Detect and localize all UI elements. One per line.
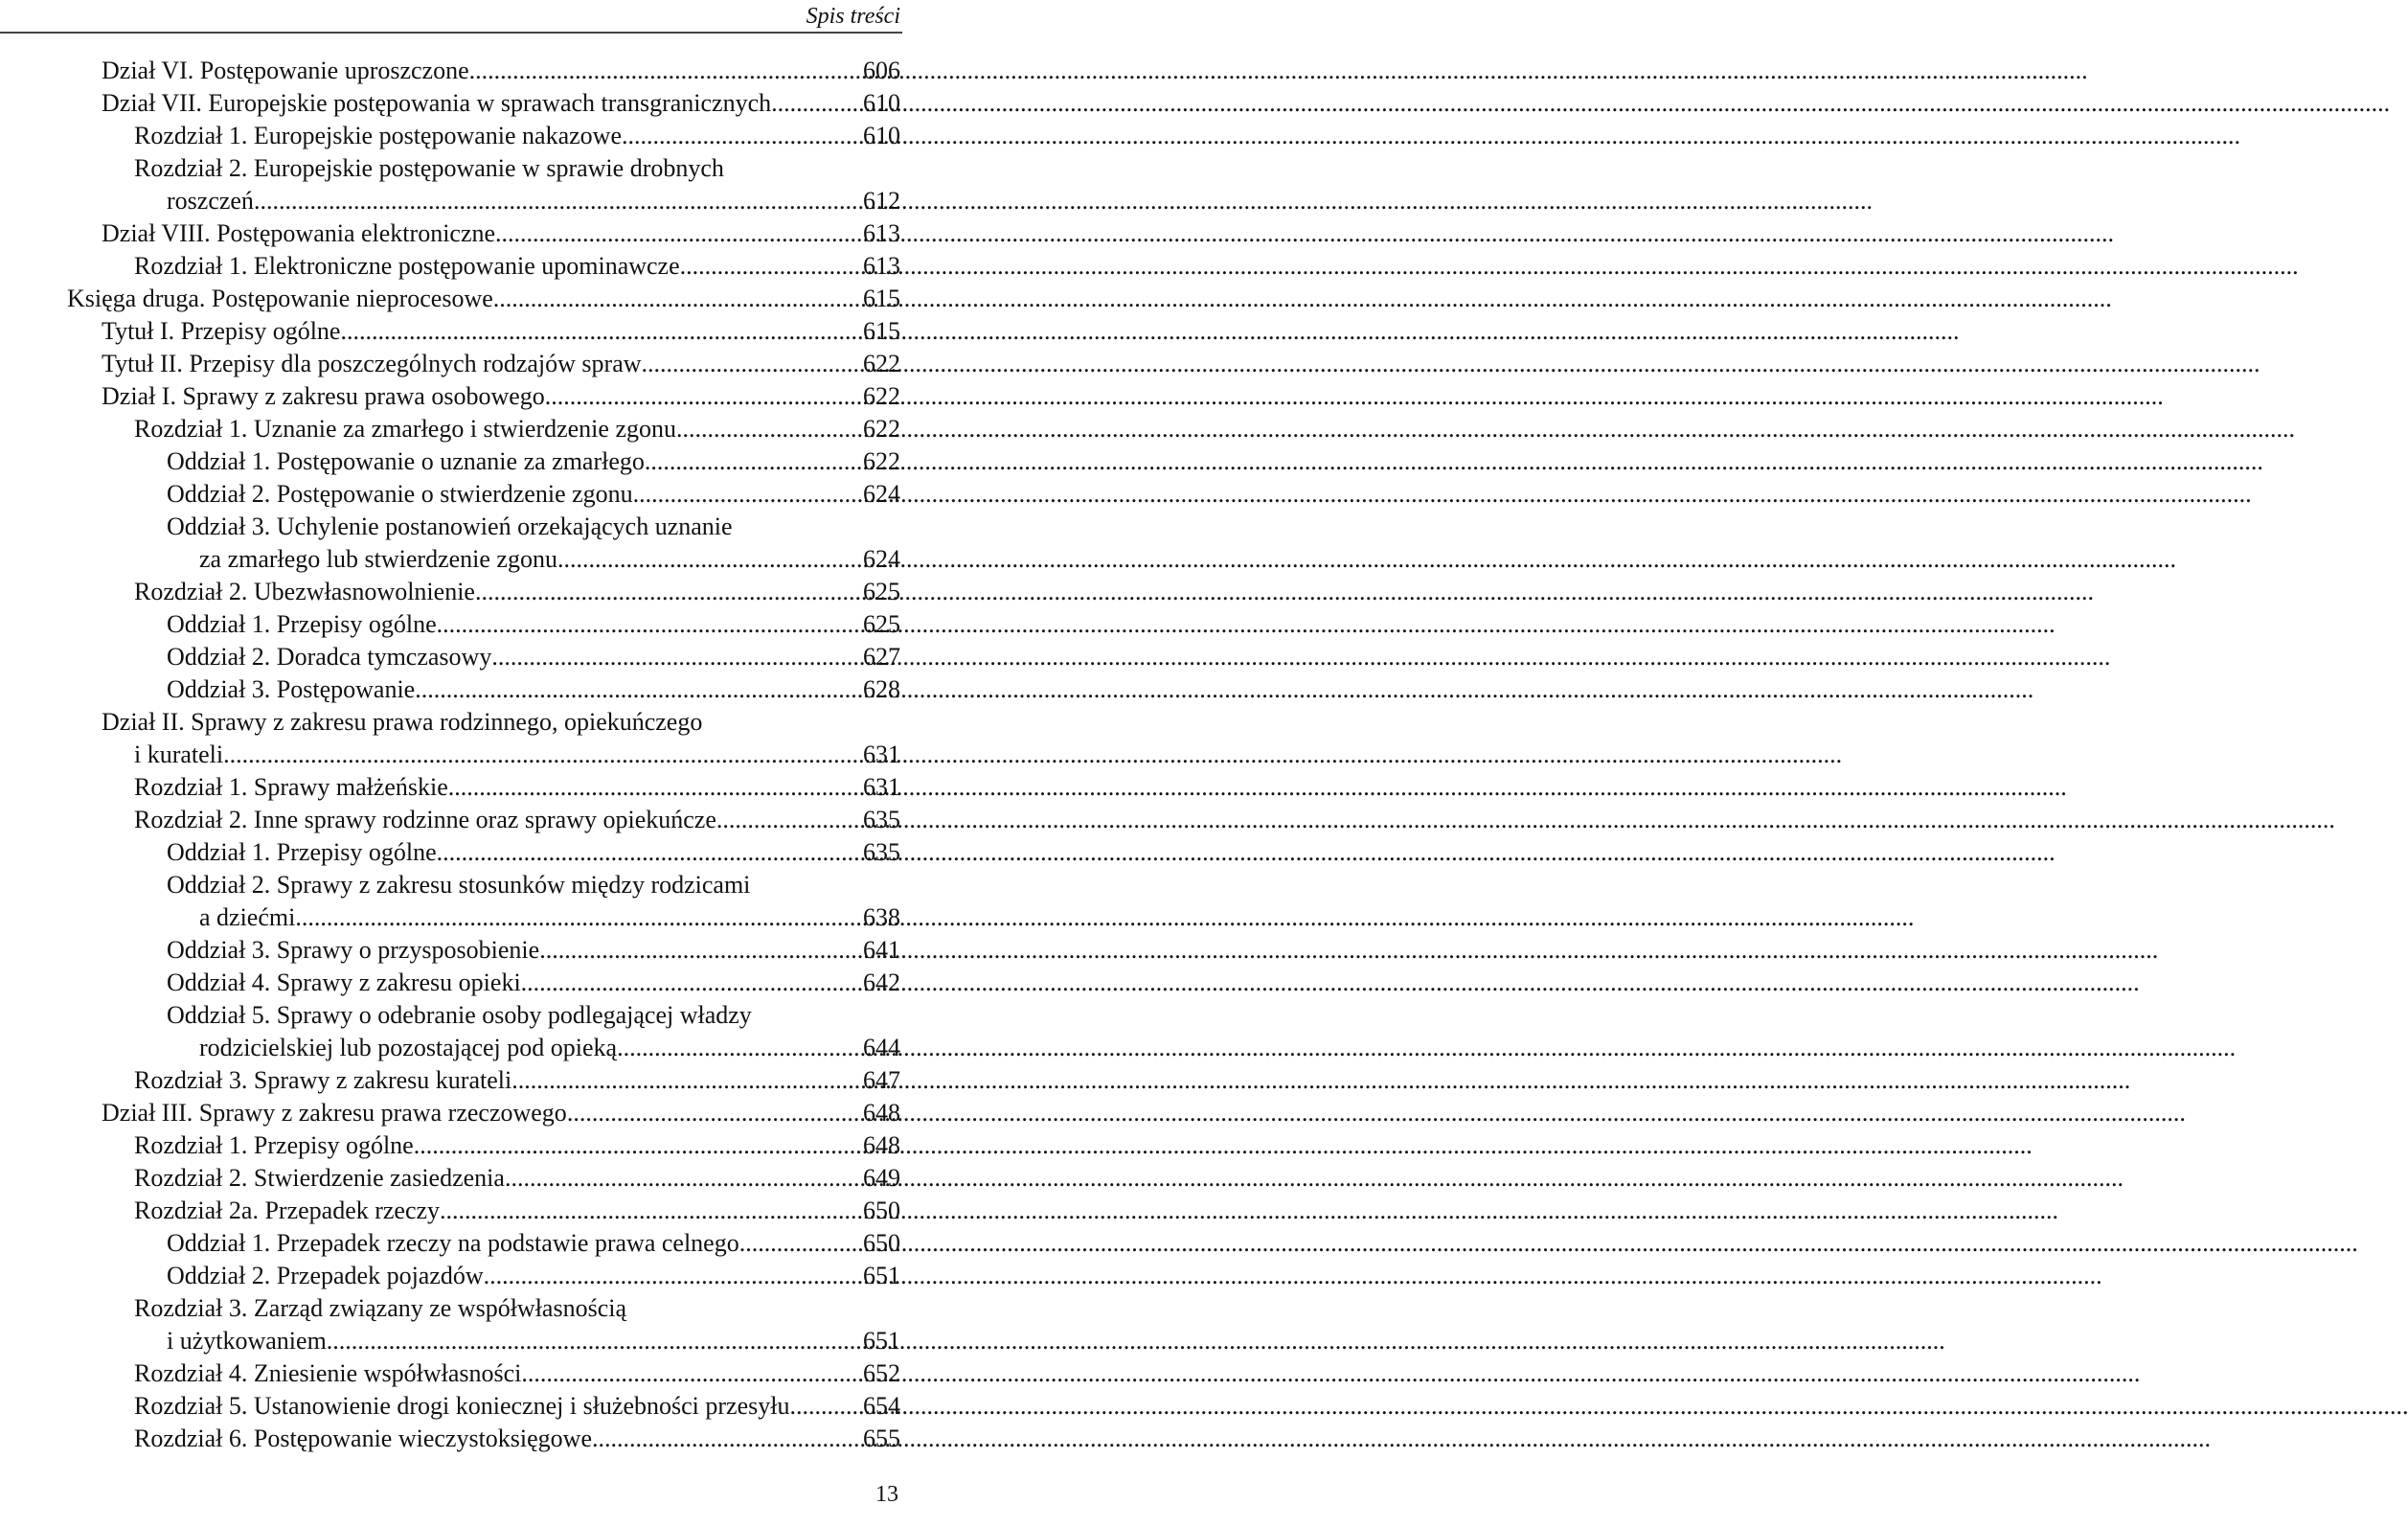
dot-leader [469,55,863,87]
toc-entry[interactable] [199,1032,900,1064]
toc-entry-title: Tytuł I. Przepisy ogólne [102,317,341,345]
toc-entry[interactable] [134,1390,900,1423]
toc-entry[interactable] [199,901,900,934]
page-number: 13 [875,1482,898,1507]
toc-entry[interactable] [167,1227,900,1260]
toc-entry-heading-line[interactable]: Rozdział 2. Europejskie postępowanie w sprawie drobnych [134,154,724,182]
toc-entry[interactable] [167,1325,900,1357]
running-header-title: Spis treści [806,4,900,29]
toc-entry-title: Dział VII. Europejskie postępowania w sprawach transgranicznych [102,89,772,117]
toc-entry-page-number: 635 [863,806,900,833]
dot-leader [223,739,863,771]
toc-entry-page-number: 635 [863,838,900,866]
toc-entry-page-number: 606 [863,57,900,84]
toc-entry[interactable] [102,55,900,87]
toc-entry-heading-line[interactable]: Oddział 5. Sprawy o odebranie osoby podlegającej władzy [167,1001,752,1029]
toc-entry-title: Dział III. Sprawy z zakresu prawa rzeczowego [102,1099,567,1127]
dot-leader [789,1390,863,1423]
dot-leader [633,478,863,511]
toc-entry-title: Rozdział 1. Europejskie postępowanie nakazowe [134,122,622,149]
toc-entry-title: Rozdział 2a. Przepadek rzeczy [134,1197,441,1224]
toc-entry-title: Rozdział 1. Elektroniczne postępowanie upominawcze [134,252,680,280]
toc-entry-heading-line[interactable]: Dział II. Sprawy z zakresu prawa rodzinnego, opiekuńczego [102,708,703,736]
toc-entry-heading-line[interactable]: Rozdział 3. Zarząd związany ze współwłasnością [134,1294,627,1322]
toc-entry[interactable] [134,1162,900,1195]
toc-entry[interactable] [167,185,900,217]
dot-leader [642,348,863,380]
toc-entry-title: Rozdział 1. Uznanie za zmarłego i stwierdzenie zgonu [134,415,676,443]
toc-entry-page-number: 642 [863,969,900,996]
toc-entry-title: Rozdział 2. Stwierdzenie zasiedzenia [134,1164,505,1192]
toc-entry-page-number: 647 [863,1066,900,1094]
dot-leader [493,283,863,315]
dot-leader [645,445,863,478]
toc-entry[interactable] [167,1260,900,1292]
toc-entry[interactable] [134,1195,900,1227]
toc-entry-page-number: 649 [863,1164,900,1192]
toc-entry[interactable] [102,1097,900,1129]
toc-entry-page-number: 651 [863,1262,900,1289]
toc-entry[interactable] [134,771,900,804]
toc-entry-page-number: 651 [863,1327,900,1355]
toc-entry-title: Rozdział 3. Sprawy z zakresu kurateli [134,1066,512,1094]
toc-entry-page-number: 622 [863,382,900,410]
dot-leader [475,576,863,608]
toc-entry-title: Oddział 2. Postępowanie o stwierdzenie zgonu [167,480,633,508]
dot-leader [414,1129,863,1162]
toc-entry-title: Rozdział 6. Postępowanie wieczystoksięgowe [134,1424,592,1452]
toc-entry-title: Oddział 3. Postępowanie [167,675,416,703]
dot-leader [557,543,863,576]
toc-entry-page-number: 650 [863,1229,900,1257]
toc-entry[interactable] [102,87,900,120]
toc-entry[interactable] [167,967,900,999]
dot-leader [521,1357,863,1390]
toc-entry-title: za zmarłego lub stwierdzenie zgonu [199,545,557,573]
dot-leader [440,1195,863,1227]
toc-entry-title: Rozdział 1. Przepisy ogólne [134,1131,414,1159]
dot-leader [484,1260,863,1292]
toc-entry[interactable] [199,543,900,576]
toc-entry-page-number: 625 [863,610,900,638]
toc-entry[interactable] [134,1129,900,1162]
toc-entry[interactable] [102,315,900,348]
toc-entry-page-number: 613 [863,252,900,280]
toc-entry-page-number: 631 [863,741,900,768]
toc-entry[interactable] [167,836,900,869]
toc-entry[interactable] [134,576,900,608]
toc-entry-page-number: 631 [863,773,900,801]
toc-entry[interactable] [134,413,900,445]
toc-entry[interactable] [134,1064,900,1097]
dot-leader [622,120,863,152]
toc-entry[interactable] [134,804,900,836]
toc-entry-page-number: 648 [863,1131,900,1159]
toc-entry-title: rodzicielskiej lub pozostającej pod opieką [199,1034,618,1061]
toc-entry-heading-line[interactable]: Oddział 3. Uchylenie postanowień orzekających uznanie [167,513,733,540]
toc-entry-title: Rozdział 5. Ustanowienie drogi koniecznej i służebności przesyłu [134,1392,790,1420]
dot-leader [495,217,863,250]
toc-entry[interactable] [167,608,900,641]
toc-entry-title: Oddział 1. Postępowanie o uznanie za zmarłego [167,447,645,475]
toc-entry-title: Oddział 2. Doradca tymczasowy [167,643,492,671]
toc-entry-page-number: 615 [863,317,900,345]
dot-leader [505,1162,863,1195]
toc-entry-title: Oddział 1. Przepisy ogólne [167,838,437,866]
toc-entry-title: Księga druga. Postępowanie nieprocesowe [67,285,493,312]
toc-entry-title: Oddział 2. Przepadek pojazdów [167,1262,484,1289]
toc-entry-title: i kurateli [134,741,224,768]
toc-entry-title: i użytkowaniem [167,1327,327,1355]
toc-entry[interactable] [134,739,900,771]
toc-entry-title: Rozdział 1. Sprawy małżeńskie [134,773,448,801]
dot-leader [539,934,863,967]
toc-entry-title: roszczeń [167,187,254,215]
dot-leader [437,608,863,641]
toc-entry-page-number: 650 [863,1197,900,1224]
dot-leader [592,1423,863,1455]
dot-leader [327,1325,863,1357]
toc-entry-page-number: 644 [863,1034,900,1061]
toc-entry-title: a dziećmi [199,903,296,931]
toc-entry-title: Rozdział 2. Ubezwłasnowolnienie [134,578,475,605]
toc-entry-page-number: 624 [863,545,900,573]
toc-entry-page-number: 654 [863,1392,900,1420]
dot-leader [448,771,863,804]
toc-entry[interactable] [167,934,900,967]
toc-entry-page-number: 622 [863,415,900,443]
toc-entry-heading-line[interactable]: Oddział 2. Sprawy z zakresu stosunków między rodzicami [167,871,751,899]
toc-entry[interactable] [167,673,900,706]
toc-entry-page-number: 655 [863,1424,900,1452]
toc-entry[interactable] [102,217,900,250]
dot-leader [567,1097,863,1129]
header-rule [0,32,902,34]
toc-entry[interactable] [102,380,900,413]
toc-entry-title: Oddział 1. Przepadek rzeczy na podstawie prawa celnego [167,1229,739,1257]
dot-leader [676,413,863,445]
dot-leader [521,967,863,999]
toc-entry[interactable] [102,348,900,380]
dot-leader [437,836,863,869]
toc-entry-title: Dział VIII. Postępowania elektroniczne [102,219,496,247]
toc-entry-page-number: 612 [863,187,900,215]
toc-entry[interactable] [167,445,900,478]
toc-entry-page-number: 648 [863,1099,900,1127]
toc-entry-page-number: 624 [863,480,900,508]
toc-entry[interactable] [167,641,900,673]
toc-entry-page-number: 622 [863,350,900,377]
toc-entry-title: Rozdział 4. Zniesienie współwłasności [134,1359,522,1387]
toc-entry-title: Rozdział 2. Inne sprawy rodzinne oraz sprawy opiekuńcze [134,806,716,833]
dot-leader [491,641,863,673]
dot-leader [617,1032,863,1064]
toc-entry-page-number: 652 [863,1359,900,1387]
dot-leader [340,315,863,348]
toc-entry-page-number: 610 [863,89,900,117]
toc-entry-page-number: 628 [863,675,900,703]
toc-entry-page-number: 627 [863,643,900,671]
dot-leader [295,901,863,934]
toc-entry-title: Oddział 1. Przepisy ogólne [167,610,437,638]
dot-leader [415,673,863,706]
toc-entry-page-number: 613 [863,219,900,247]
toc-entry[interactable] [67,283,900,315]
toc-entry-title: Dział VI. Postępowanie uproszczone [102,57,469,84]
toc-entry-page-number: 615 [863,285,900,312]
toc-entry[interactable] [134,120,900,152]
toc-entry-page-number: 638 [863,903,900,931]
dot-leader [680,250,863,283]
toc-entry-page-number: 622 [863,447,900,475]
toc-entry-page-number: 641 [863,936,900,964]
dot-leader [545,380,863,413]
dot-leader [254,185,863,217]
toc-entry[interactable] [167,478,900,511]
dot-leader [511,1064,863,1097]
toc-entry-title: Dział I. Sprawy z zakresu prawa osobowego [102,382,545,410]
toc-entry[interactable] [134,250,900,283]
toc-entry-page-number: 625 [863,578,900,605]
toc-entry-title: Tytuł II. Przepisy dla poszczególnych rodzajów spraw [102,350,642,377]
toc-entry[interactable] [134,1423,900,1455]
toc-entry-title: Oddział 3. Sprawy o przysposobienie [167,936,540,964]
toc-entry-title: Oddział 4. Sprawy z zakresu opieki [167,969,521,996]
toc-entry-page-number: 610 [863,122,900,149]
toc-entry[interactable] [134,1357,900,1390]
dot-leader [739,1227,863,1260]
dot-leader [716,804,863,836]
dot-leader [771,87,863,120]
